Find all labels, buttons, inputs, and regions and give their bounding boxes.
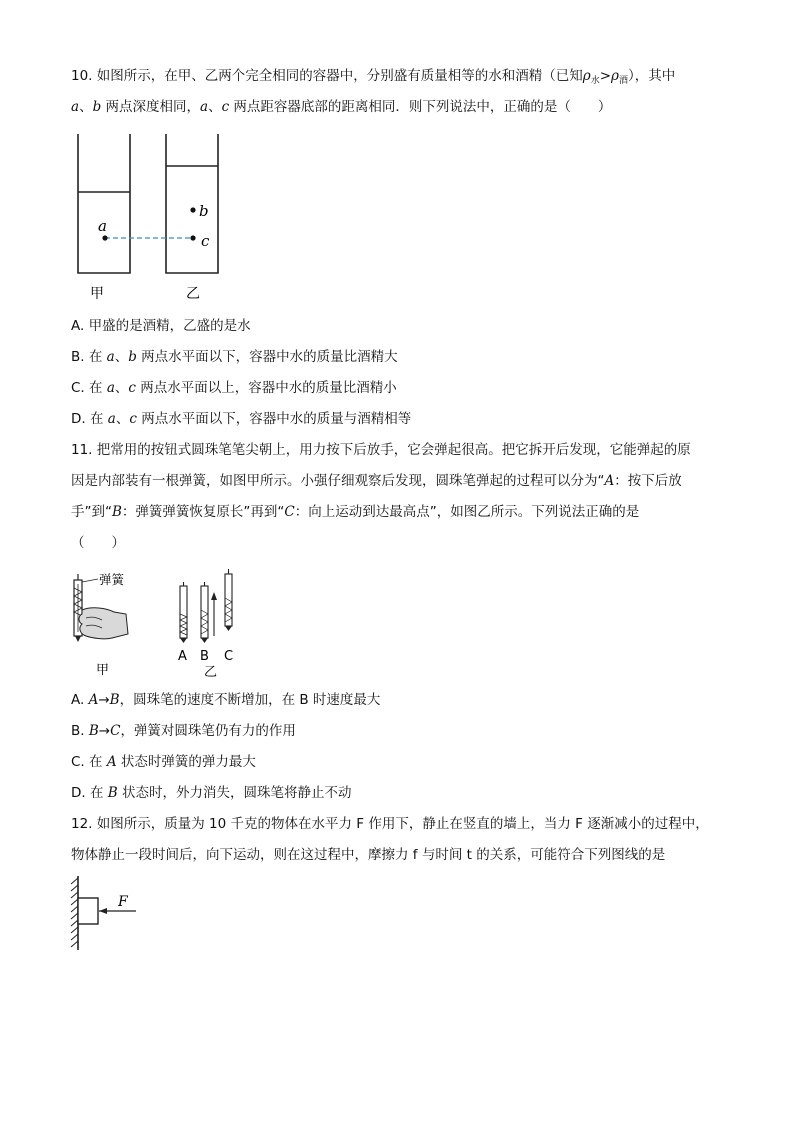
- block-object: [78, 898, 98, 924]
- pen-state-c: [225, 569, 232, 631]
- q10-option-c[interactable]: C. 在 a、c 两点水平面以上，容器中水的质量比酒精小: [71, 380, 397, 396]
- q12-wall-figure: [66, 874, 156, 954]
- q11-pen-figure: [62, 566, 262, 682]
- point-c: [190, 235, 195, 240]
- label-c: c: [201, 232, 210, 250]
- q10-option-b[interactable]: B. 在 a、b 两点水平面以下，容器中水的质量比酒精大: [71, 349, 398, 365]
- rho-symbol: ρ: [582, 68, 591, 84]
- label-yi-pen: 乙: [204, 665, 218, 680]
- q12-stem-line2: 物体静止一段时间后，向下运动，则在这过程中，摩擦力 f 与时间 t 的关系，可能符合下列图线的是: [71, 847, 666, 863]
- wall-hatching: [71, 878, 78, 947]
- q11-option-c[interactable]: C. 在 A 状态时弹簧的弹力最大: [71, 754, 256, 770]
- point-b: [190, 207, 195, 212]
- point-a: [102, 235, 107, 240]
- q11-option-b[interactable]: B. B→C，弹簧对圆珠笔仍有力的作用: [71, 723, 296, 739]
- q11-option-a[interactable]: A. A→B，圆珠笔的速度不断增加，在 B 时速度最大: [71, 692, 381, 708]
- container-jia: [78, 134, 130, 273]
- label-jia: 甲: [90, 286, 104, 302]
- q11-stem-line3: 手”到“B：弹簧弹簧恢复原长”再到“C：向上运动到达最高点”，如图乙所示。下列说法正确的是: [71, 504, 640, 520]
- pen-state-b: [201, 582, 208, 643]
- spring-pointer-line: [82, 579, 98, 582]
- q11-option-d[interactable]: D. 在 B 状态时，外力消失，圆珠笔将静止不动: [71, 785, 352, 801]
- label-B: B: [200, 649, 209, 664]
- q10-stem-line2: a、b 两点深度相同，a、c 两点距容器底部的距离相同．则下列说法中，正确的是（ ）: [71, 99, 612, 115]
- q12-stem-line1: 12. 如图所示，质量为 10 千克的物体在水平力 F 作用下，静止在竖直的墙上，当力 F 逐渐减小的过程中，: [71, 816, 709, 832]
- q11-stem-line4: （ ）: [71, 535, 125, 551]
- q10-stem-line1: 10. 如图所示，在甲、乙两个完全相同的容器中，分别盛有质量相等的水和酒精（已知$\rho_水>\rho_酒$），其中: [71, 68, 676, 86]
- label-b: b: [199, 202, 209, 220]
- label-F: F: [118, 894, 128, 910]
- label-A: A: [178, 649, 187, 664]
- label-yi: 乙: [186, 286, 200, 302]
- q11-stem-line1: 11. 把常用的按钮式圆珠笔笔尖朝上，用力按下后放手，它会弹起很高。把它拆开后发现，它能弹起的原: [71, 442, 691, 458]
- q10-container-figure: [60, 128, 240, 308]
- container-yi: [166, 134, 218, 273]
- q10-option-a[interactable]: A. 甲盛的是酒精，乙盛的是水: [71, 318, 251, 334]
- label-a: a: [98, 217, 107, 235]
- label-jia-pen: 甲: [96, 663, 110, 678]
- label-spring: 弹簧: [99, 572, 125, 587]
- pen-state-a: [180, 582, 187, 643]
- upward-arrow-icon: [211, 592, 217, 636]
- q11-stem-line2: 因是内部装有一根弹簧，如图甲所示。小强仔细观察后发现，圆珠笔弹起的过程可以分为“A：按下后放: [71, 473, 682, 489]
- q10-option-d[interactable]: D. 在 a、c 两点水平面以下，容器中水的质量与酒精相等: [71, 411, 412, 427]
- label-C: C: [224, 649, 234, 664]
- force-arrow-head: [99, 908, 107, 914]
